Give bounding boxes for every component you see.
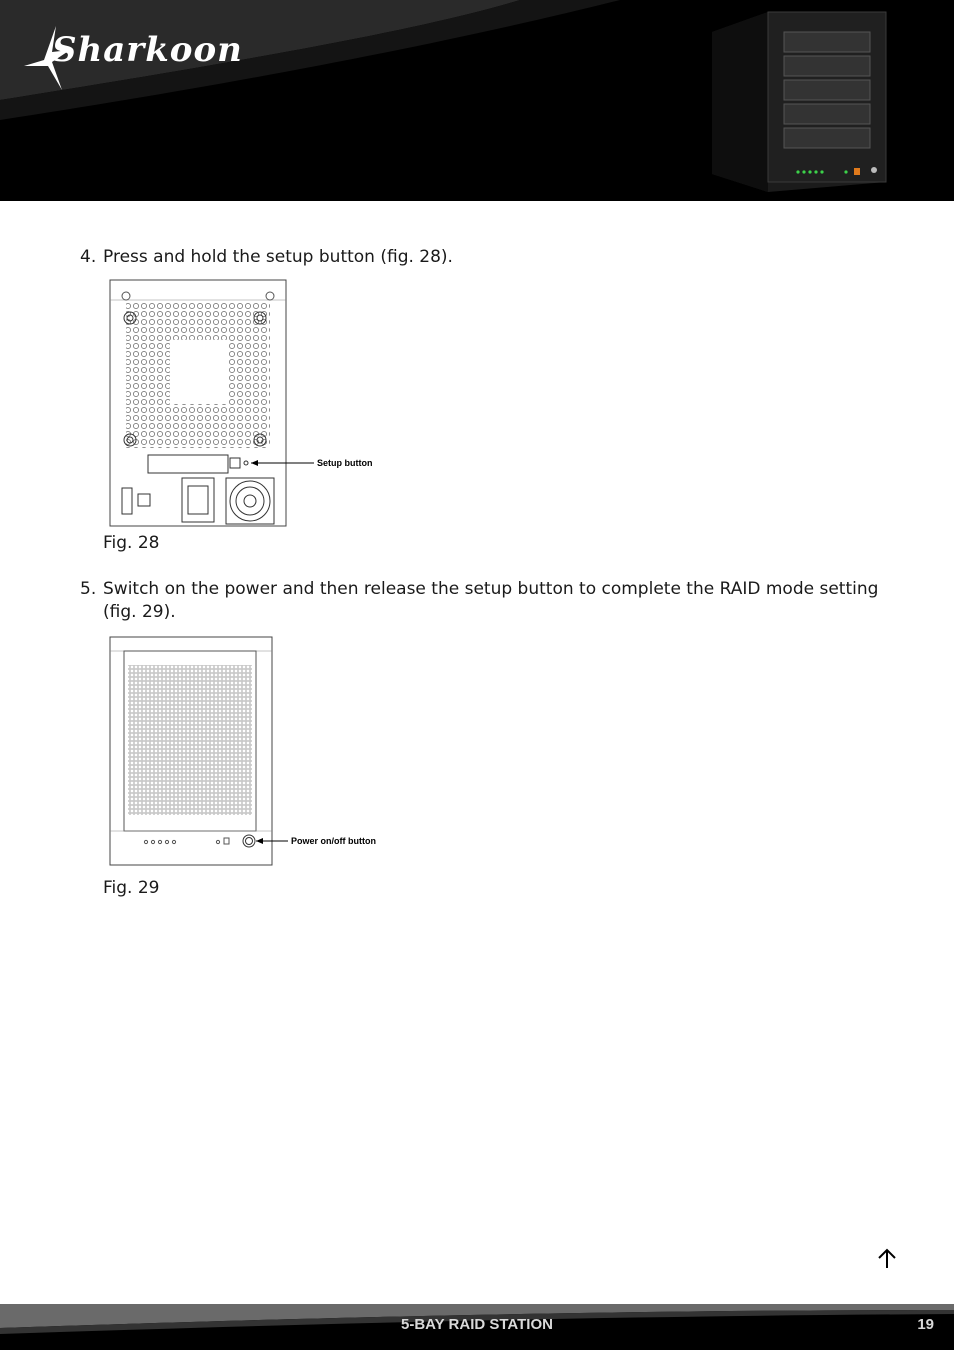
step-text: Press and hold the setup button (fig. 28). [103, 247, 453, 267]
step-text: Switch on the power and then release the setup button to complete the RAID mode setting (fig. 29). [103, 579, 879, 622]
step-number: 5. [80, 579, 97, 599]
footer-title: 5-BAY RAID STATION [401, 1316, 553, 1333]
page-number: 19 [917, 1316, 934, 1333]
page-header [0, 0, 954, 201]
up-arrow-icon[interactable] [876, 1248, 898, 1270]
figure-28-caption: Fig. 28 [103, 533, 160, 553]
product-photo [706, 10, 896, 196]
callout-setup-button: Setup button [317, 458, 373, 468]
brand-logo-text: Sharkoon [52, 30, 243, 70]
figure-29-caption: Fig. 29 [103, 878, 160, 898]
figure-28-rear-panel [108, 278, 378, 530]
step-4 [80, 246, 880, 269]
step-number: 4. [80, 247, 97, 267]
callout-power-button: Power on/off button [291, 836, 376, 846]
figure-29-front-panel [108, 635, 378, 867]
step-5 [80, 578, 880, 624]
